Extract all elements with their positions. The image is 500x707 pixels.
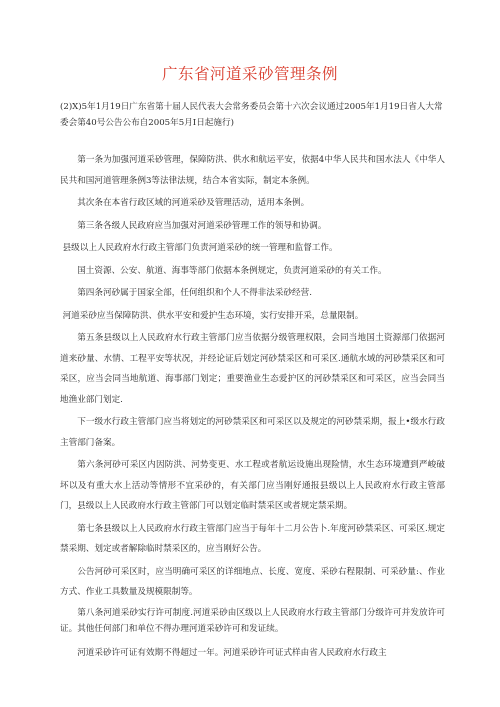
article-5-paragraph: 第五条县级以上人民政府水行政主管部门应当依据分级管理权限，会同当地国土资源部门依据河道来砂量、水情、工程平安等状况，并经论证后划定河砂禁采区和可采区.通航水域的河砂禁采区和可采区，应当会同当地航道、海事部门划定；重要渔业生态爱护区的河砂禁采区和可采区，应当会同当地渔业部门划定.: [60, 333, 445, 405]
article-5-sub-paragraph: 下一级水行政主管部门应当将划定的河砂禁采区和可采区以及规定的河砂禁采期，报上•级水行政主管部门备案。: [60, 417, 445, 448]
article-2-paragraph: 其次条在本省行政区域的河道采砂及管理活动，适用本条例。: [77, 198, 310, 208]
document-title: 广东省河道采砂管理条例: [161, 65, 338, 83]
article-3-sub-paragraph-1: 县级以上人民政府水行政主管部门负责河道采砂的统一管理和监督工作。: [62, 243, 338, 253]
article-3-paragraph: 第三条各级人民政府应当加强对河道采砂管理工作的领导和协调。: [77, 220, 327, 231]
document-meta: (2)X)5年1月19日广东省第十届人民代表大会常务委员会第十六次会议通过2005年1月19日省人大常委会第40号公告公布自2005年5月I日起施行): [60, 102, 443, 128]
article-6-paragraph: 第六条河砂可采区内因防洪、河势变更、水工程或者航运设施出现险情，水生态环境遭到严峻破坏以及有重大水上活动等情形不宜采砂的，有关部门应当刚好通报县级以上人民政府水行政主管部门，县级以上人民政府水行政主管部门可以划定临时禁采区或者规定禁采期。: [60, 460, 445, 511]
article-3-sub-paragraph-2: 国土资源、公安、航道、海事等部门依据本条例规定，负责河道采砂的有关工作。: [77, 265, 387, 276]
article-1-paragraph: 第一条为加强河道采砂管理，保障防洪、供水和航运平安，依据4中华人民共和国水法人《中华人民共和国河道管理条例3等法律法规，结合本省实际，制定本条例。: [60, 155, 445, 186]
article-7-sub-paragraph: 公告河砂可采区时，应当明确可采区的详细地点、长度、宽度、采砂右程限制、可采砂量:、作业方式、作业工具数量及规模限制等。: [60, 566, 445, 597]
document-body: [60, 150, 445, 665]
article-4-paragraph: 第四条河砂属于国家全部，任何组织和个人不得非法采砂经营.: [77, 288, 312, 298]
article-7-paragraph: 第七条县级以上人民政府水行政主管部门应当于每年十二月公告卜.年度河砂禁采区、可采区.规定禁采期、划定或者解除临时禁采区的，应当刚好公告。: [60, 523, 445, 554]
article-8-sub-paragraph: 河道采砂许可证有效期不得超过一年。河道采砂许可证式样由省人民政府水行政主: [77, 647, 387, 658]
article-8-paragraph: 第八条河道采砂实行许可制度.河道采砂由区级以上人民政府水行政主管部门分级许可并发放许可证。其他任何部门和单位不得办理河道采砂许可和发证续。: [60, 607, 445, 634]
article-4-sub-paragraph: 河道采砂应当保障防洪、供水平安和爱护生态环境，实行安排开采，总量限制。: [62, 310, 364, 321]
